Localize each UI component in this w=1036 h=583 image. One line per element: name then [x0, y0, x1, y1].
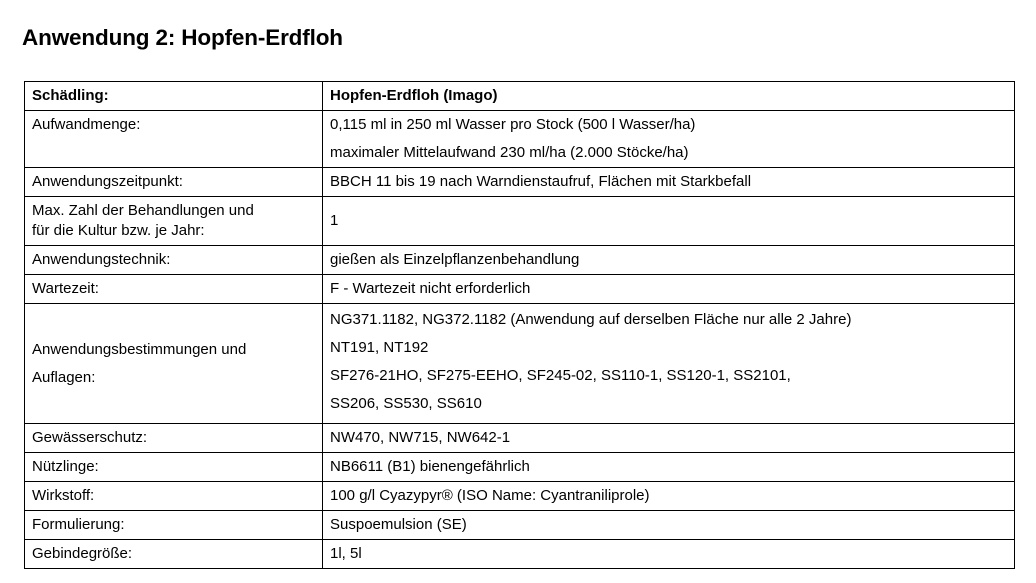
- table-row-wirkstoff: [25, 482, 1015, 511]
- label-text: Wartezeit:: [32, 280, 99, 297]
- value-line: maximaler Mittelaufwand 230 ml/ha (2.000 Stöcke/ha): [330, 144, 689, 161]
- row-value-max-zahl-behandlungen: [323, 197, 1015, 246]
- product-specification-table: [24, 81, 1015, 569]
- label-text: Wirkstoff:: [32, 487, 95, 504]
- value-line: F - Wartezeit nicht erforderlich: [330, 280, 531, 297]
- value-line: NW470, NW715, NW642-1: [330, 429, 511, 446]
- table-row-aufwandmenge: [25, 111, 1015, 168]
- table-body: [25, 82, 1015, 569]
- label-text: Anwendungstechnik:: [32, 251, 171, 268]
- label-text: Aufwandmenge:: [32, 116, 141, 133]
- row-value-aufwandmenge: [323, 111, 1015, 168]
- value-line: NG371.1182, NG372.1182 (Anwendung auf derselben Fläche nur alle 2 Jahre): [330, 311, 852, 328]
- table-row-schaedling: [25, 82, 1015, 111]
- row-value-nuetzlinge: [323, 453, 1015, 482]
- row-label-wirkstoff: [25, 482, 323, 511]
- label-text: Nützlinge:: [32, 458, 99, 475]
- value-line: 1l, 5l: [330, 545, 362, 562]
- table-row-gebindegroesse: [25, 540, 1015, 569]
- row-label-aufwandmenge: [25, 111, 323, 168]
- label-text-line: Max. Zahl der Behandlungen und: [32, 202, 254, 219]
- row-value-wartezeit: [323, 275, 1015, 304]
- row-label-gebindegroesse: [25, 540, 323, 569]
- row-value-anwendungsbestimmungen: [323, 304, 1015, 424]
- row-label-schaedling: [25, 82, 323, 111]
- value-line: 0,115 ml in 250 ml Wasser pro Stock (500 l Wasser/ha): [330, 116, 696, 133]
- label-text: Gebindegröße:: [32, 545, 133, 562]
- value-line: Hopfen-Erdfloh (Imago): [330, 87, 498, 104]
- label-text-line: für die Kultur bzw. je Jahr:: [32, 222, 205, 239]
- row-label-anwendungsbestimmungen: [25, 304, 323, 424]
- value-line: SS206, SS530, SS610: [330, 395, 482, 412]
- row-value-wirkstoff: [323, 482, 1015, 511]
- label-text-line: Anwendungsbestimmungen und: [32, 340, 247, 358]
- value-line: gießen als Einzelpflanzenbehandlung: [330, 251, 580, 268]
- value-line: 100 g/l Cyazypyr® (ISO Name: Cyantraniliprole): [330, 487, 650, 504]
- row-value-gebindegroesse: [323, 540, 1015, 569]
- label-text: Anwendungszeitpunkt:: [32, 173, 183, 190]
- table-row-anwendungsbestimmungen: [25, 304, 1015, 424]
- value-line: BBCH 11 bis 19 nach Warndienstaufruf, Flächen mit Starkbefall: [330, 173, 752, 190]
- table-row-anwendungszeitpunkt: [25, 168, 1015, 197]
- row-label-max-zahl-behandlungen: [25, 197, 323, 246]
- row-label-formulierung: [25, 511, 323, 540]
- row-value-schaedling: [323, 82, 1015, 111]
- table-row-nuetzlinge: [25, 453, 1015, 482]
- row-value-anwendungstechnik: [323, 246, 1015, 275]
- page-title: Anwendung 2: Hopfen-Erdfloh: [22, 25, 343, 51]
- table-row-formulierung: [25, 511, 1015, 540]
- value-line: SF276-21HO, SF275-EEHO, SF245-02, SS110-1, SS120-1, SS2101,: [330, 367, 791, 384]
- value-line: Suspoemulsion (SE): [330, 516, 467, 533]
- row-label-anwendungszeitpunkt: [25, 168, 323, 197]
- value-line: NT191, NT192: [330, 339, 429, 356]
- row-value-formulierung: [323, 511, 1015, 540]
- label-text: Formulierung:: [32, 516, 125, 533]
- row-label-gewaesserschutz: [25, 424, 323, 453]
- table-row-max-zahl-behandlungen: [25, 197, 1015, 246]
- table-row-gewaesserschutz: [25, 424, 1015, 453]
- label-text: Gewässerschutz:: [32, 429, 148, 446]
- row-label-nuetzlinge: [25, 453, 323, 482]
- row-label-wartezeit: [25, 275, 323, 304]
- row-value-gewaesserschutz: [323, 424, 1015, 453]
- label-text: Schädling:: [32, 87, 109, 104]
- table-row-wartezeit: [25, 275, 1015, 304]
- value-line: 1: [330, 212, 339, 229]
- table-row-anwendungstechnik: [25, 246, 1015, 275]
- row-value-anwendungszeitpunkt: [323, 168, 1015, 197]
- row-label-anwendungstechnik: [25, 246, 323, 275]
- value-line: NB6611 (B1) bienengefährlich: [330, 458, 530, 475]
- label-text-line: Auflagen:: [32, 368, 96, 386]
